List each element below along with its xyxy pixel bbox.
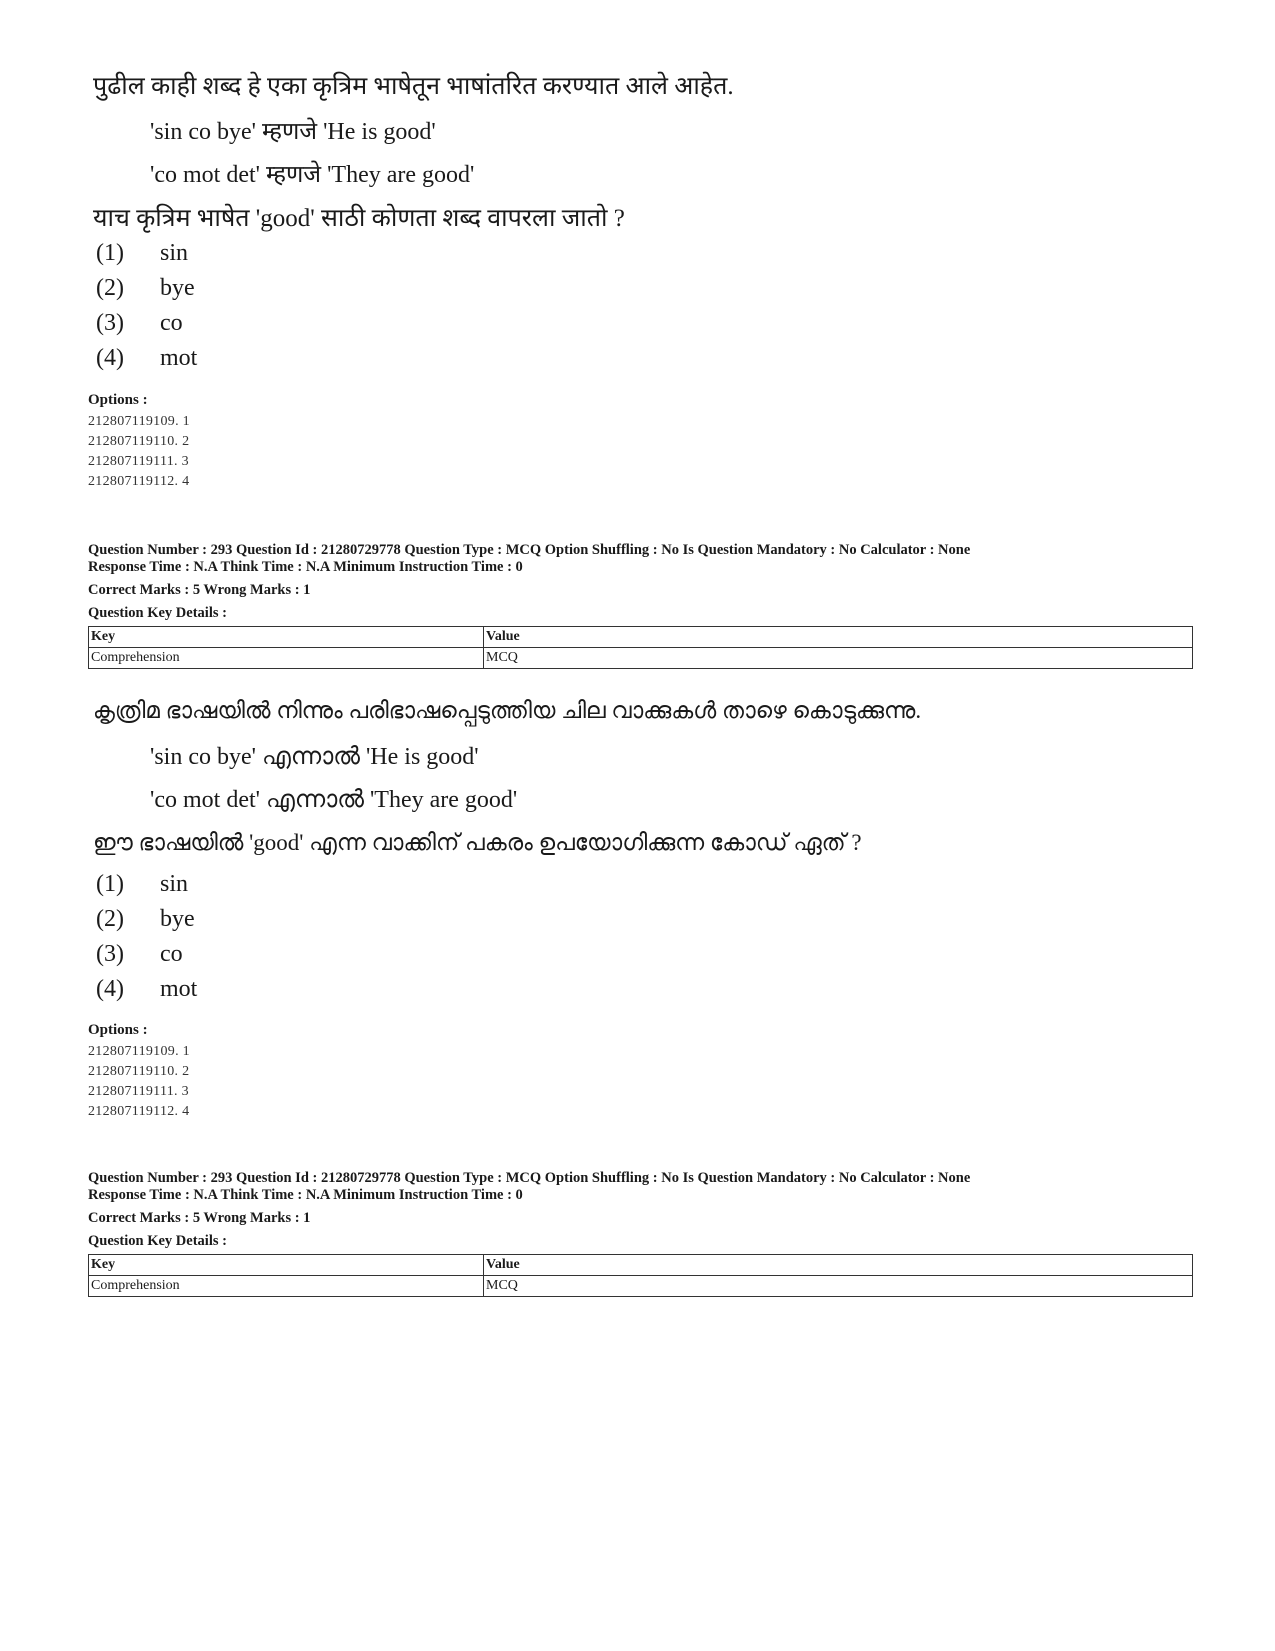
answer-option [96, 941, 183, 968]
option-text: sin [160, 871, 189, 897]
question-info-line: Question Number : 293 Question Id : 21280729778 Question Type : MCQ Option Shuffling : No Is Question Mandatory : No Calculator : None [88, 1170, 971, 1186]
option-number: (1) [96, 240, 124, 266]
table-header-key: Key [89, 627, 484, 648]
example-sentence-1: 'sin co bye' എന്നാൽ 'He is good' [150, 744, 479, 770]
option-id: 212807119109. 1 [88, 414, 190, 429]
key-details-table [88, 1254, 1193, 1297]
answer-option [96, 871, 188, 898]
answer-option [96, 906, 195, 933]
option-number: (2) [96, 906, 124, 932]
key-details-table [88, 626, 1193, 669]
option-id: 212807119111. 3 [88, 454, 189, 469]
answer-option [96, 275, 195, 302]
option-id: 212807119112. 4 [88, 474, 190, 489]
option-number: (3) [96, 310, 124, 336]
example-sentence-1: 'sin co bye' म्हणजे 'He is good' [150, 119, 436, 145]
option-id: 212807119111. 3 [88, 1084, 189, 1099]
option-text: sin [160, 240, 189, 266]
table-header-row [89, 627, 1193, 648]
timing-info-line: Response Time : N.A Think Time : N.A Minimum Instruction Time : 0 [88, 1187, 523, 1203]
option-id: 212807119109. 1 [88, 1044, 190, 1059]
table-row [89, 648, 1193, 669]
table-header-value: Value [484, 1255, 1193, 1276]
options-heading: Options : [88, 392, 148, 408]
option-number: (1) [96, 871, 124, 897]
option-text: mot [160, 345, 198, 371]
answer-option [96, 976, 197, 1003]
table-header-key: Key [89, 1255, 484, 1276]
answer-option [96, 345, 197, 372]
answer-option [96, 240, 188, 267]
table-header-value: Value [484, 627, 1193, 648]
options-heading: Options : [88, 1022, 148, 1038]
option-id: 212807119112. 4 [88, 1104, 190, 1119]
table-header-row [89, 1255, 1193, 1276]
option-number: (3) [96, 941, 124, 967]
timing-info-line: Response Time : N.A Think Time : N.A Minimum Instruction Time : 0 [88, 559, 523, 575]
marks-line: Correct Marks : 5 Wrong Marks : 1 [88, 1210, 311, 1226]
key-details-heading: Question Key Details : [88, 605, 227, 621]
question-stem: കൃത്രിമ ഭാഷയിൽ നിന്നും പരിഭാഷപ്പെടുത്തിയ ചില വാക്കുകൾ താഴെ കൊടുക്കുന്നു. [93, 698, 922, 723]
key-details-heading: Question Key Details : [88, 1233, 227, 1249]
question-prompt: याच कृत्रिम भाषेत 'good' साठी कोणता शब्द वापरला जातो ? [93, 205, 625, 232]
answer-option [96, 310, 183, 337]
question-stem: पुढील काही शब्द हे एका कृत्रिम भाषेतून भाषांतरित करण्यात आले आहेत. [93, 73, 734, 100]
example-sentence-2: 'co mot det' म्हणजे 'They are good' [150, 162, 475, 188]
option-text: bye [160, 906, 195, 932]
marks-line: Correct Marks : 5 Wrong Marks : 1 [88, 582, 311, 598]
example-sentence-2: 'co mot det' എന്നാൽ 'They are good' [150, 787, 518, 813]
option-text: co [160, 310, 183, 336]
option-text: mot [160, 976, 198, 1002]
option-text: bye [160, 275, 195, 301]
table-row [89, 1276, 1193, 1297]
option-number: (2) [96, 275, 124, 301]
option-number: (4) [96, 345, 124, 371]
question-info-line: Question Number : 293 Question Id : 21280729778 Question Type : MCQ Option Shuffling : No Is Question Mandatory : No Calculator : None [88, 542, 971, 558]
table-cell-key: Comprehension [89, 648, 484, 669]
option-text: co [160, 941, 183, 967]
option-id: 212807119110. 2 [88, 1064, 190, 1079]
table-cell-value: MCQ [484, 648, 1193, 669]
question-prompt: ഈ ഭാഷയിൽ 'good' എന്ന വാക്കിന് പകരം ഉപയോഗിക്കുന്ന കോഡ് ഏത് ? [93, 830, 862, 855]
option-id: 212807119110. 2 [88, 434, 190, 449]
table-cell-key: Comprehension [89, 1276, 484, 1297]
table-cell-value: MCQ [484, 1276, 1193, 1297]
option-number: (4) [96, 976, 124, 1002]
